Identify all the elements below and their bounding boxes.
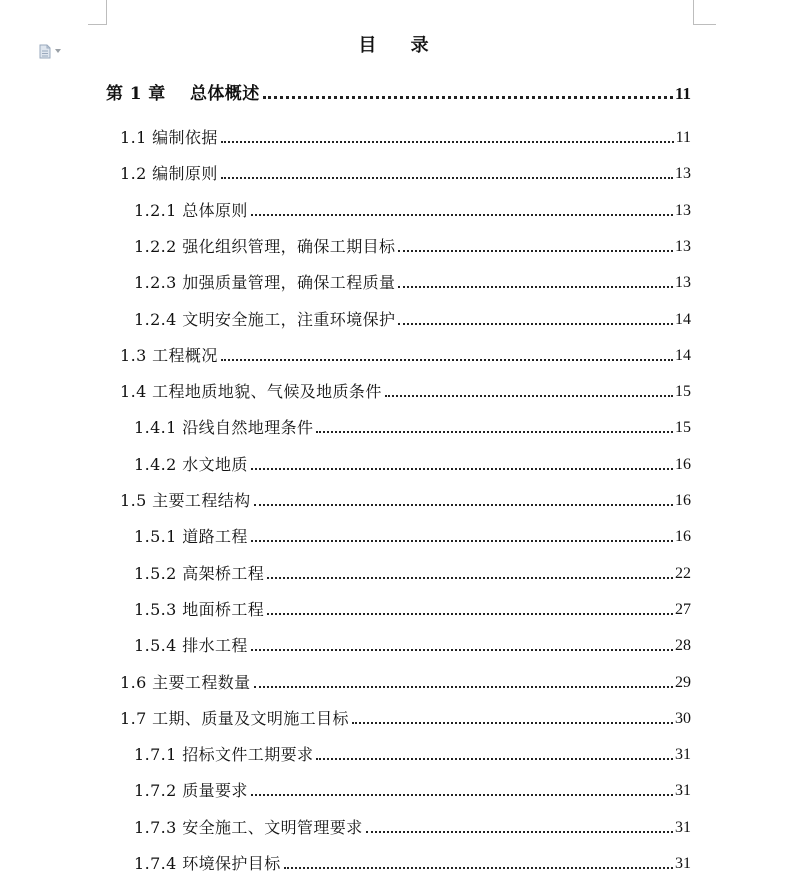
toc-page-number: 13: [675, 237, 691, 255]
toc-dot-leader: [251, 468, 673, 470]
toc-entry-label: 1.5.4 排水工程: [134, 636, 248, 656]
toc-entry-label: 1.5.3 地面桥工程: [134, 599, 265, 619]
toc-entry-row[interactable]: [134, 560, 691, 584]
toc-entry-label: 1.2 编制原则: [120, 164, 218, 184]
toc-entry-row[interactable]: [120, 342, 691, 366]
toc-entry-row[interactable]: [134, 850, 691, 874]
toc-entry-label: 1.5.1 道路工程: [134, 527, 248, 547]
toc-entry-label: 1.7.4 环境保护目标: [134, 854, 281, 873]
toc-page-number: 14: [675, 310, 691, 328]
toc-dot-leader: [221, 141, 674, 143]
toc-entry-row[interactable]: [120, 378, 691, 402]
toc-entry-label: 1.5.2 高架桥工程: [134, 563, 265, 583]
toc-entry-label: 1.6 主要工程数量: [120, 672, 251, 692]
toc-page-number: 22: [675, 564, 691, 582]
toc-entry-row[interactable]: [134, 269, 691, 293]
toc-dot-leader: [254, 686, 673, 688]
toc-page-number: 11: [674, 84, 691, 103]
toc-page-number: 29: [675, 673, 691, 691]
toc-entry-row[interactable]: [134, 596, 691, 620]
toc-entry-row[interactable]: [120, 160, 691, 184]
toc-entry-label: 1.7.1 招标文件工期要求: [134, 745, 314, 765]
toc-entry-row[interactable]: [120, 705, 691, 729]
toc-dot-leader: [316, 431, 673, 433]
toc-dot-leader: [251, 794, 673, 796]
toc-dot-leader: [398, 250, 673, 252]
toc-page-number: 30: [675, 709, 691, 727]
toc-dot-leader: [316, 758, 673, 760]
toc-dot-leader: [254, 504, 673, 506]
toc-dot-leader: [398, 286, 673, 288]
toc-page-number: 13: [675, 165, 691, 183]
toc-page-number: 31: [675, 855, 691, 872]
toc-dot-leader: [267, 577, 673, 579]
toc-entry-label: 1.4 工程地质地貌、气候及地质条件: [120, 382, 382, 402]
toc-page-number: 15: [675, 419, 691, 437]
toc-dot-leader: [284, 867, 673, 869]
toc-page-number: 11: [675, 129, 691, 146]
toc-page-number: 31: [675, 818, 691, 836]
toc-entry-row[interactable]: [120, 487, 691, 511]
toc-dot-leader: [251, 540, 673, 542]
toc-dot-leader: [267, 613, 673, 615]
toc-entry-label: 1.2.1 总体原则: [134, 200, 248, 220]
toc-page-number: 16: [675, 492, 691, 509]
toc-entry-row[interactable]: [134, 414, 691, 438]
toc-page-number: 16: [675, 455, 691, 473]
toc-entry-row[interactable]: [134, 777, 691, 801]
toc-page-number: 28: [675, 637, 691, 655]
toc-entry-row[interactable]: [134, 632, 691, 656]
toc-entry-row[interactable]: [120, 669, 691, 693]
toc-entry-label: 1.4.1 沿线自然地理条件: [134, 418, 314, 438]
toc-chapter-number: 第 1 章: [106, 84, 166, 104]
toc-entry-label: 1.4.2 水文地质: [134, 454, 248, 474]
toc-page-number: 31: [675, 782, 691, 800]
toc-entry-row[interactable]: [134, 233, 691, 257]
toc-entry-label: 1.7.2 质量要求: [134, 781, 248, 801]
toc-entry-label: 1.3 工程概况: [120, 345, 218, 365]
toc-dot-leader: [251, 649, 673, 651]
toc-entry-row[interactable]: [134, 741, 691, 765]
toc-entry-label: [106, 84, 260, 104]
toc-chapter-row[interactable]: [106, 80, 691, 104]
toc-page-number: 13: [675, 201, 691, 219]
toc-page-number: 16: [675, 528, 691, 546]
toc-entry-row[interactable]: [120, 124, 691, 148]
toc-page-number: 15: [675, 383, 691, 401]
toc-entry-label: 1.7 工期、质量及文明施工目标: [120, 708, 349, 728]
toc-entry-label: 1.5 主要工程结构: [120, 491, 251, 510]
toc-entry-row[interactable]: [134, 197, 691, 221]
toc-dot-leader: [221, 359, 673, 361]
toc-entry-label: 1.2.3 加强质量管理，确保工程质量: [134, 273, 396, 293]
toc-dot-leader: [398, 323, 673, 325]
toc-dot-leader: [366, 831, 673, 833]
toc-dot-leader: [263, 96, 673, 99]
toc-entry-row[interactable]: [134, 523, 691, 547]
toc-page-number: 31: [675, 746, 691, 764]
toc-entry-row[interactable]: [134, 814, 691, 838]
toc-chapter-text: 总体概述: [190, 84, 260, 104]
toc-entry-label: 1.2.4 文明安全施工，注重环境保护: [134, 309, 396, 329]
toc-page-number: 13: [675, 274, 691, 292]
toc-title: 目 录: [358, 35, 443, 56]
toc-dot-leader: [221, 177, 673, 179]
toc-dot-leader: [352, 722, 673, 724]
toc-page-number: 14: [675, 346, 691, 364]
toc-dot-leader: [251, 214, 673, 216]
toc-entry-row[interactable]: [134, 451, 691, 475]
toc-entry-label: 1.1 编制依据: [120, 128, 218, 147]
toc-entry-row[interactable]: [134, 306, 691, 330]
toc-entry-label: 1.7.3 安全施工、文明管理要求: [134, 817, 363, 837]
toc-page-number: 27: [675, 600, 691, 618]
toc-dot-leader: [385, 395, 673, 397]
toc-entry-label: 1.2.2 强化组织管理，确保工期目标: [134, 236, 396, 256]
